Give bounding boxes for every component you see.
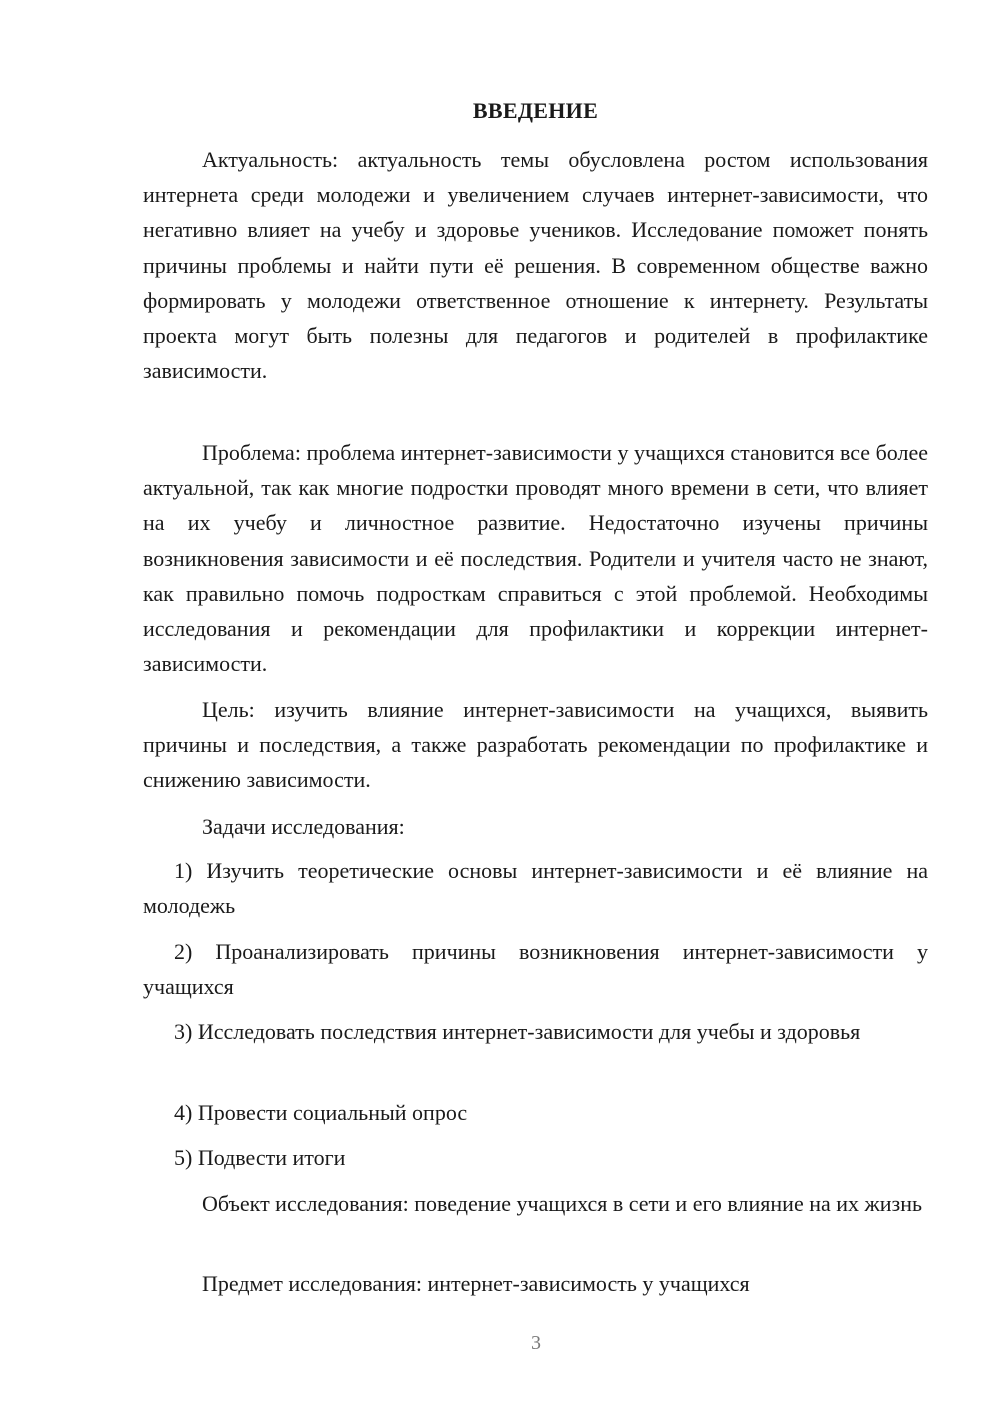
list-item: 5) Подвести итоги [174, 1145, 346, 1170]
paragraph-tasks-heading: Задачи исследования: [202, 814, 405, 839]
list-item: 3) Исследовать последствия интернет-зависимости для учебы и здоровья [174, 1019, 861, 1044]
paragraph-relevance: Актуальность: актуальность темы обусловлена ростом использования интернета среди молодежи и увеличением случаев интернет-зависимости, что негативно влияет на учебу и здоровье учеников. Исследование поможет понять причины проблемы и найти пути её решения. В современном обществе важно формировать у молодежи ответственное отношение к интернету. Результаты проекта могут быть полезны для педагогов и родителей в профилактике зависимости. [143, 147, 928, 384]
list-item: 2) Проанализировать причины возникновения интернет-зависимости у учащихся [143, 939, 928, 1000]
paragraph-subject: Предмет исследования: интернет-зависимость у учащихся [202, 1271, 750, 1296]
list-item: 1) Изучить теоретические основы интернет-зависимости и её влияние на молодежь [143, 858, 928, 919]
paragraph-goal: Цель: изучить влияние интернет-зависимости на учащихся, выявить причины и последствия, а также разработать рекомендации по профилактике и снижению зависимости. [143, 697, 928, 793]
page-title: ВВЕДЕНИЕ [472, 98, 599, 123]
paragraph-problem: Проблема: проблема интернет-зависимости у учащихся становится все более актуальной, так как многие подростки проводят много времени в сети, что влияет на их учебу и личностное развитие. Недостаточно изучены причины возникновения зависимости и её последствия. Родители и учителя часто не знают, как правильно помочь подросткам справиться с этой проблемой. Необходимы исследования и рекомендации для профилактики и коррекции интернет-зависимости. [143, 440, 928, 677]
paragraph-object: Объект исследования: поведение учащихся в сети и его влияние на их жизнь [202, 1191, 922, 1216]
list-item: 4) Провести социальный опрос [174, 1100, 468, 1125]
page-number: 3 [531, 1332, 541, 1354]
